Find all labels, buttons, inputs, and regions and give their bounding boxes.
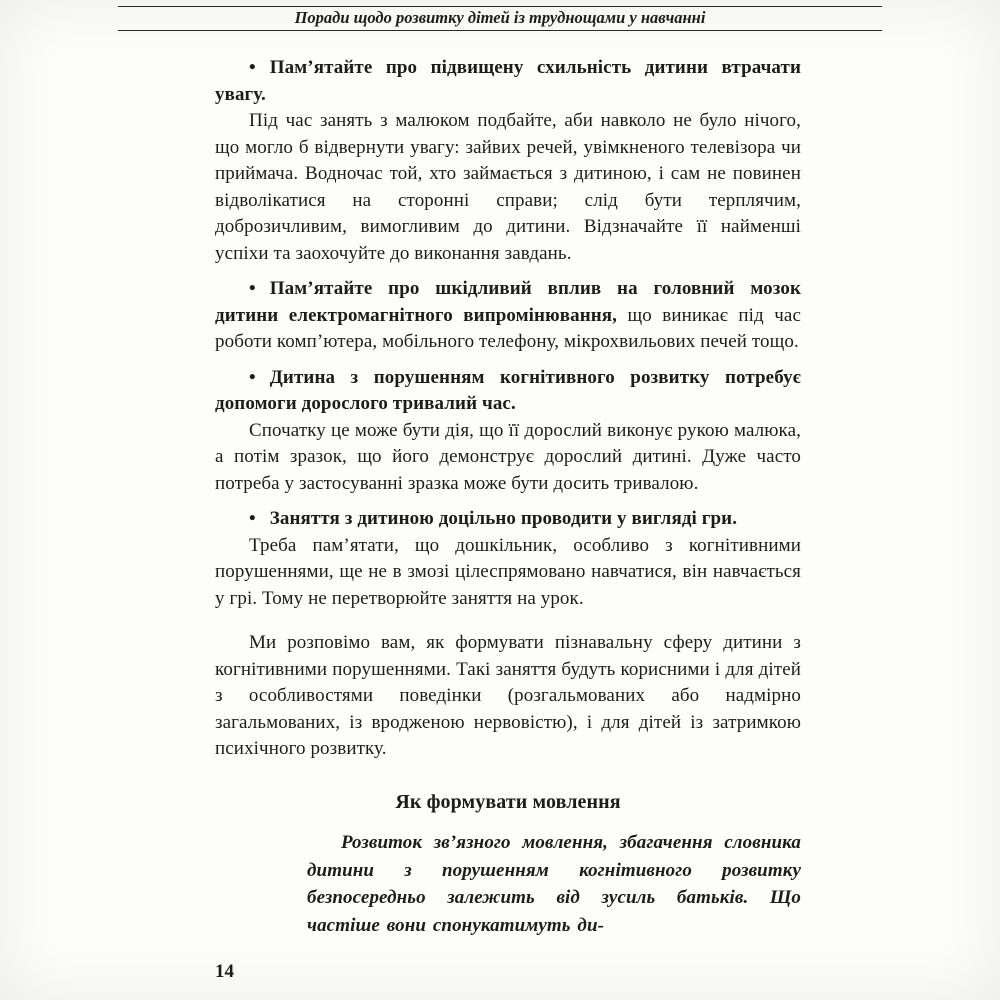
- bullet-item-attention: [215, 55, 801, 108]
- bullet-icon: •: [249, 366, 256, 388]
- page-number: 14: [215, 961, 234, 982]
- quote-paragraph-speech: Розвиток зв’язного мовлення, збагачення словника дитини з порушенням когнітивного розвитку безпосередньо залежить від зусиль батьків. Що частіше вони спонукатимуть ди-: [307, 832, 801, 936]
- bullet-bold-text: Заняття з дитиною доцільно проводити у вигляді гри.: [269, 508, 738, 529]
- bullet-icon: •: [249, 57, 256, 78]
- paragraph-play-detail: Треба пам’ятати, що дошкільник, особливо з когнітивними порушеннями, ще не в змозі цілеспрямовано навчатися, він навчається у грі. Тому не перетворюйте заняття на урок.: [215, 534, 801, 609]
- bullet-bold-text: Пам’ятайте про підвищену схильність дитини втрачати увагу.: [215, 57, 801, 105]
- bullet-item-electromagnetic: [215, 276, 801, 356]
- running-header: Поради щодо розвитку дітей із труднощами у навчанні: [118, 6, 882, 31]
- page-body: [215, 46, 801, 939]
- bullet-bold-text: Пам’ятайте про шкідливий вплив на головний мозок дитини електромагнітного випромінювання,: [215, 278, 801, 326]
- bullet-regular-text: що виникає під час роботи комп’ютера, мобільного телефону, мікрохвильових печей тощо.: [215, 304, 801, 352]
- paragraph-attention-advice: Під час занять з малюком подбайте, аби навколо не було нічого, що могло б відвернути увагу: зайвих речей, увімкненого телевізора чи приймача. Водночас той, хто займається з дитиною, і сам не повинен відволікатися на сторонні справи; слід бути терплячим, доброзичливим, вимогливим до дитини. Відзначайте її найменші успіхи та заохочуйте до виконання завдань.: [215, 110, 801, 264]
- bullet-item-adult-help: [215, 365, 801, 418]
- paragraph-adult-help-detail: Спочатку це може бути дія, що її дорослий виконує рукою малюка, а потім зразок, що його демонструє дорослий дитині. Дуже часто потреба у застосуванні зразка може бути досить тривалою.: [215, 419, 801, 494]
- bullet-icon: •: [249, 278, 256, 299]
- section-heading-speech: Як формувати мовлення: [395, 790, 621, 813]
- bullet-item-play: [215, 506, 801, 533]
- bullet-bold-text: Дитина з порушенням когнітивного розвитку потребує допомоги дорослого тривалий час.: [215, 366, 801, 414]
- paragraph-intro-cognitive: Ми розповімо вам, як формувати пізнавальну сферу дитини з когнітивними порушеннями. Такі заняття будуть корисними і для дітей з особливостями поведінки (розгальмованих або надмірно загальмованих, із вродженою нервовістю), і для дітей із затримкою психічного розвитку.: [215, 632, 801, 759]
- bullet-icon: •: [249, 508, 256, 529]
